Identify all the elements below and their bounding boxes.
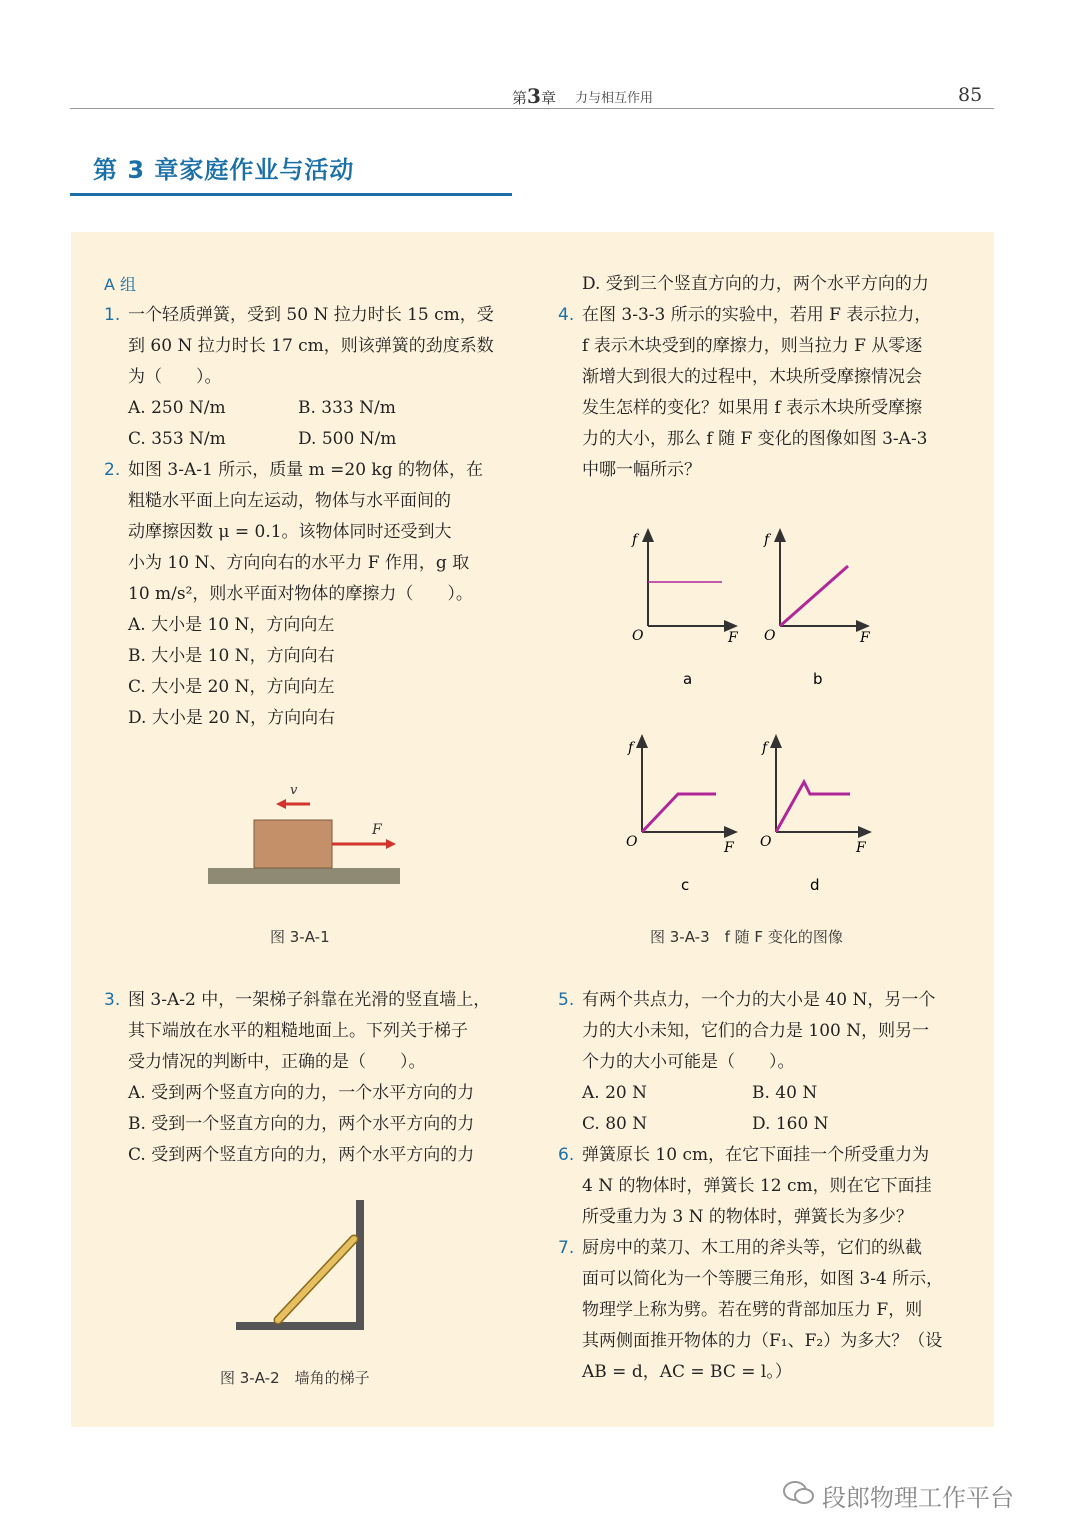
- question-text: 图 3-A-2 中，一架梯子斜靠在光滑的竖直墙上，: [128, 990, 491, 1010]
- question-text: 厨房中的菜刀、木工用的斧头等，它们的纵截: [582, 1238, 922, 1258]
- question-6: [558, 1140, 968, 1233]
- question-text: 面可以简化为一个等腰三角形，如图 3-4 所示，: [582, 1269, 944, 1289]
- option-b[interactable]: B. 受到一个竖直方向的力，两个水平方向的力: [128, 1114, 475, 1134]
- question-text: 个力的大小可能是（ ）。: [582, 1052, 795, 1072]
- axis-label-x: F: [724, 840, 734, 856]
- question-3: [104, 985, 514, 1078]
- graph-d: [760, 740, 867, 894]
- question-text: 受力情况的判断中，正确的是（ ）。: [128, 1052, 426, 1072]
- axis-label-y: f: [762, 740, 768, 756]
- page-number: 85: [958, 84, 983, 106]
- axis-label-y: f: [764, 532, 770, 548]
- question-text: 4 N 的物体时，弹簧长 12 cm，则在它下面挂: [582, 1176, 932, 1196]
- block: [254, 820, 332, 868]
- wechat-icon: [782, 1480, 816, 1506]
- question-number: 6.: [558, 1145, 575, 1165]
- question-text: 中哪一幅所示？: [582, 460, 701, 480]
- options-row: [104, 424, 514, 455]
- graph-line: [776, 782, 850, 832]
- option-d[interactable]: D. 160 N: [752, 1114, 829, 1134]
- options-row: [104, 393, 514, 424]
- header-divider: [70, 108, 994, 109]
- question-text: AB = d，AC = BC = l。）: [582, 1362, 792, 1382]
- figure-ladder: [230, 1195, 380, 1340]
- question-number: 3.: [104, 990, 121, 1010]
- origin-label: O: [632, 628, 644, 644]
- question-text: f 表示木块受到的摩擦力，则当拉力 F 从零逐: [582, 336, 923, 356]
- axis-label-x: F: [856, 840, 866, 856]
- ladder: [278, 1239, 354, 1320]
- figure-caption: 图 3-A-1: [270, 928, 330, 946]
- floor: [236, 1322, 364, 1330]
- question-text: 为（ ）。: [128, 367, 222, 387]
- option-c[interactable]: C. 80 N: [582, 1114, 648, 1134]
- option-b[interactable]: B. 40 N: [752, 1083, 818, 1103]
- question-text: 所受重力为 3 N 的物体时，弹簧长为多少？: [582, 1207, 913, 1227]
- option-b[interactable]: B. 大小是 10 N，方向向右: [128, 646, 335, 666]
- ground: [208, 868, 400, 884]
- question-text: 粗糙水平面上向左运动，物体与水平面间的: [128, 491, 451, 511]
- graph-line: [642, 794, 716, 832]
- option-b[interactable]: B. 333 N/m: [298, 398, 396, 418]
- section-underline: [70, 193, 512, 196]
- figure-block-on-surface: [200, 780, 410, 890]
- force-arrowhead: [386, 839, 396, 849]
- question-text: 一个轻质弹簧，受到 50 N 拉力时长 15 cm，受: [128, 305, 494, 325]
- question-text: 发生怎样的变化？如果用 f 表示木块所受摩擦: [582, 398, 923, 418]
- question-text: 力的大小未知，它们的合力是 100 N，则另一: [582, 1021, 930, 1041]
- question-text: 弹簧原长 10 cm，在它下面挂一个所受重力为: [582, 1145, 930, 1165]
- question-5: [558, 985, 968, 1078]
- option-c[interactable]: C. 353 N/m: [128, 429, 226, 449]
- figure-caption: 图 3-A-3 f 随 F 变化的图像: [650, 928, 843, 946]
- figure-f-vs-F-graphs: [620, 520, 890, 900]
- axis-label-y: f: [628, 740, 634, 756]
- question-text: 有两个共点力，一个力的大小是 40 N，另一个: [582, 990, 936, 1010]
- force-label: F: [372, 822, 382, 838]
- options-row: [558, 1078, 968, 1109]
- question-text: 其两侧面推开物体的力（F₁、F₂）为多大？（设: [582, 1331, 943, 1351]
- graph-c: [626, 740, 735, 894]
- option-a[interactable]: A. 受到两个竖直方向的力，一个水平方向的力: [128, 1083, 475, 1103]
- left-column-top: [104, 269, 514, 734]
- velocity-label: v: [290, 783, 298, 798]
- options-row: [558, 1109, 968, 1140]
- question-text: 力的大小，那么 f 随 F 变化的图像如图 3-A-3: [582, 429, 928, 449]
- option-a[interactable]: A. 250 N/m: [128, 398, 226, 418]
- graph-label: c: [681, 876, 690, 894]
- chapter-label: 第3章: [512, 84, 556, 108]
- axis-label-x: F: [860, 630, 870, 646]
- graph-label: b: [813, 670, 823, 688]
- option-d[interactable]: D. 受到三个竖直方向的力，两个水平方向的力: [582, 274, 929, 294]
- origin-label: O: [626, 834, 638, 850]
- axis-label-x: F: [728, 630, 738, 646]
- right-column-top: [558, 269, 968, 486]
- graph-b: [763, 532, 871, 688]
- graph-a: [631, 532, 739, 688]
- group-label: A 组: [104, 275, 137, 294]
- figure-caption: 图 3-A-2 墙角的梯子: [220, 1369, 370, 1387]
- option-c[interactable]: C. 受到两个竖直方向的力，两个水平方向的力: [128, 1145, 475, 1165]
- wall: [356, 1200, 364, 1330]
- question-text: 动摩擦因数 μ = 0.1。该物体同时还受到大: [128, 522, 452, 542]
- option-c[interactable]: C. 大小是 20 N，方向向左: [128, 677, 335, 697]
- origin-label: O: [760, 834, 772, 850]
- question-text: 小为 10 N、方向向右的水平力 F 作用，g 取: [128, 553, 470, 573]
- velocity-arrowhead: [276, 799, 286, 809]
- question-text: 如图 3-A-1 所示，质量 m =20 kg 的物体，在: [128, 460, 483, 480]
- question-number: 4.: [558, 305, 575, 325]
- question-1: [104, 300, 514, 393]
- graph-label: d: [810, 876, 820, 894]
- question-text: 10 m/s²，则水平面对物体的摩擦力（ ）。: [128, 584, 473, 604]
- watermark-text: 段郎物理工作平台: [822, 1484, 1014, 1512]
- left-column-bottom: [104, 985, 514, 1171]
- question-number: 7.: [558, 1238, 575, 1258]
- chapter-title: 力与相互作用: [575, 91, 654, 106]
- graph-line: [780, 566, 848, 626]
- option-d[interactable]: D. 大小是 20 N，方向向右: [128, 708, 336, 728]
- option-a[interactable]: A. 大小是 10 N，方向向左: [128, 615, 335, 635]
- question-text: 在图 3-3-3 所示的实验中，若用 F 表示拉力，: [582, 305, 932, 325]
- question-number: 2.: [104, 460, 121, 480]
- option-a[interactable]: A. 20 N: [582, 1083, 647, 1103]
- question-text: 其下端放在水平的粗糙地面上。下列关于梯子: [128, 1021, 468, 1041]
- question-text: 到 60 N 拉力时长 17 cm，则该弹簧的劲度系数: [128, 336, 494, 356]
- question-number: 1.: [104, 305, 121, 325]
- question-2: [104, 455, 514, 610]
- question-7: [558, 1233, 968, 1388]
- question-text: 物理学上称为劈。若在劈的背部加压力 F，则: [582, 1300, 923, 1320]
- option-d[interactable]: D. 500 N/m: [298, 429, 397, 449]
- question-text: 渐增大到很大的过程中，木块所受摩擦情况会: [582, 367, 922, 387]
- question-number: 5.: [558, 990, 575, 1010]
- axis-label-y: f: [632, 532, 638, 548]
- section-title: 第 3 章家庭作业与活动: [93, 156, 355, 184]
- origin-label: O: [764, 628, 776, 644]
- graph-label: a: [683, 670, 693, 688]
- right-column-bottom: [558, 985, 968, 1388]
- question-4: [558, 300, 968, 486]
